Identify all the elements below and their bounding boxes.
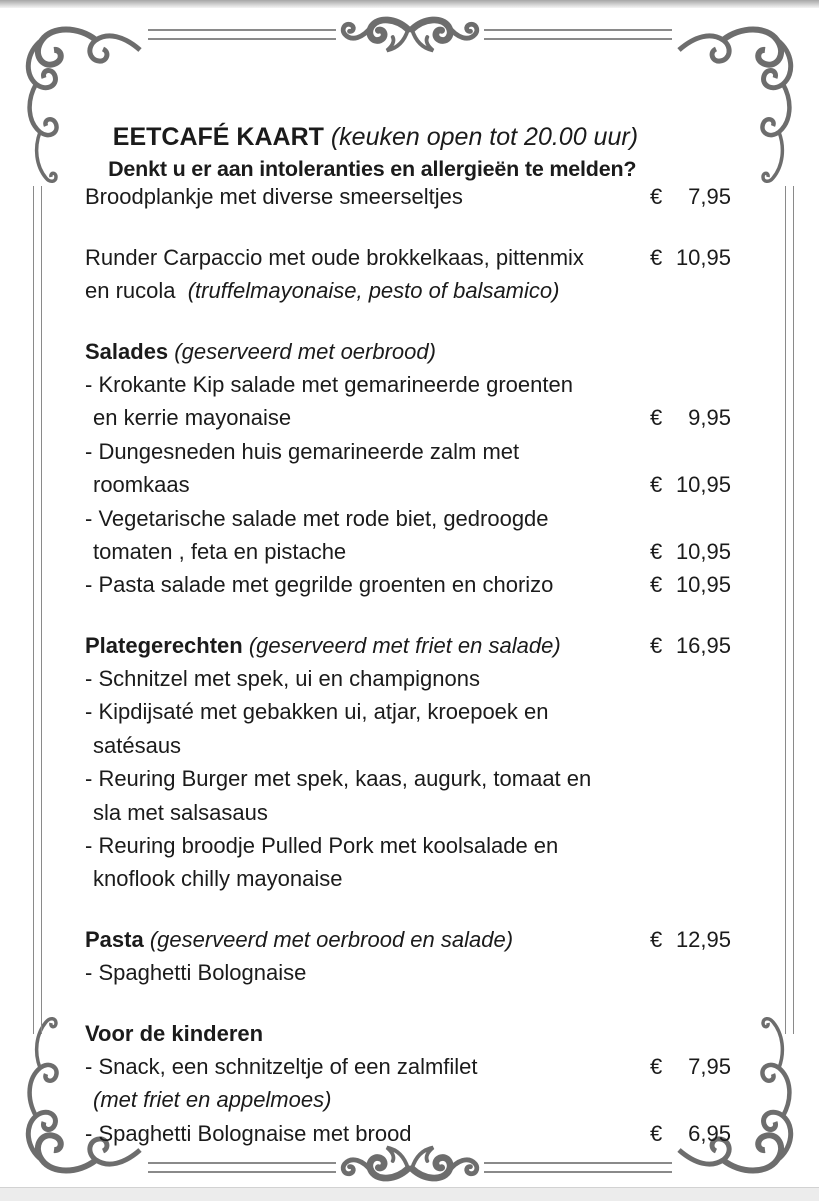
menu-line bbox=[85, 829, 745, 862]
right-border-line bbox=[785, 186, 794, 1034]
menu-title-note: (keuken open tot 20.00 uur) bbox=[330, 123, 639, 151]
menu-line-text: en rucola (truffelmayonaise, pesto of balsamico) bbox=[85, 278, 560, 304]
menu-line-text: Salades (geserveerd met oerbrood) bbox=[85, 338, 436, 364]
currency-symbol: € bbox=[650, 1053, 663, 1079]
scroll-ornament-top bbox=[338, 14, 482, 62]
price-value: 6,95 bbox=[688, 1120, 731, 1146]
menu-title-line bbox=[85, 86, 745, 151]
price-value: 10,95 bbox=[675, 472, 731, 498]
price-value: 7,95 bbox=[688, 1053, 731, 1079]
top-border-line-left bbox=[148, 29, 336, 40]
menu-line bbox=[85, 729, 745, 762]
price-value: 12,95 bbox=[675, 926, 731, 952]
menu-line-text: - Dungesneden huis gemarineerde zalm met bbox=[85, 438, 520, 464]
scan-edge-top bbox=[0, 0, 819, 8]
menu-line-text: - Snack, een schnitzeltje of een zalmfilet bbox=[85, 1053, 478, 1079]
menu-line bbox=[85, 923, 745, 956]
allergy-notice: Denkt u er aan intoleranties en allergieën te melden? bbox=[108, 157, 637, 182]
currency-symbol: € bbox=[650, 1120, 663, 1146]
menu-line-text: Broodplankje met diverse smeerseltjes bbox=[85, 184, 463, 210]
menu-line bbox=[85, 502, 745, 535]
price bbox=[650, 401, 731, 434]
currency-symbol: € bbox=[650, 184, 663, 210]
price-value: 10,95 bbox=[675, 538, 731, 564]
menu-title: EETCAFÉ KAART bbox=[112, 123, 331, 151]
menu-line-text: sla met salsasaus bbox=[93, 799, 268, 825]
price bbox=[650, 923, 731, 956]
currency-symbol: € bbox=[650, 632, 663, 658]
menu-line bbox=[85, 862, 745, 895]
price bbox=[650, 535, 731, 568]
menu-line bbox=[85, 629, 745, 662]
menu-line-text: (met friet en appelmoes) bbox=[93, 1087, 332, 1113]
menu-line bbox=[85, 762, 745, 795]
menu-line bbox=[85, 401, 745, 434]
menu-line-text: knoflook chilly mayonaise bbox=[93, 866, 343, 892]
menu-line-text: - Spaghetti Bolognaise met brood bbox=[85, 1120, 412, 1146]
menu-line-text: en kerrie mayonaise bbox=[93, 405, 292, 431]
menu-line-text: Voor de kinderen bbox=[85, 1020, 264, 1046]
price bbox=[650, 1117, 731, 1150]
menu-content bbox=[85, 86, 745, 1150]
price-value: 10,95 bbox=[675, 572, 731, 598]
bottom-border-line-left bbox=[148, 1162, 336, 1173]
currency-symbol: € bbox=[650, 572, 663, 598]
menu-line-text: Plategerechten (geserveerd met friet en salade) bbox=[85, 632, 561, 658]
menu-line bbox=[85, 1117, 745, 1150]
price-value: 7,95 bbox=[688, 184, 731, 210]
menu-lines bbox=[85, 180, 745, 1150]
price bbox=[650, 468, 731, 501]
currency-symbol: € bbox=[650, 472, 663, 498]
menu-line bbox=[85, 956, 745, 989]
left-border-line bbox=[33, 186, 42, 1034]
price bbox=[650, 241, 731, 274]
currency-symbol: € bbox=[650, 405, 663, 431]
menu-line-text: - Reuring Burger met spek, kaas, augurk, tomaat en bbox=[85, 766, 592, 792]
menu-line-text: - Pasta salade met gegrilde groenten en chorizo bbox=[85, 572, 554, 598]
bottom-border-line-right bbox=[484, 1162, 672, 1173]
currency-symbol: € bbox=[650, 926, 663, 952]
menu-line bbox=[85, 1017, 745, 1050]
menu-line bbox=[85, 435, 745, 468]
menu-line bbox=[85, 796, 745, 829]
price bbox=[650, 180, 731, 213]
menu-line-text: satésaus bbox=[93, 732, 182, 758]
menu-line-text: - Reuring broodje Pulled Pork met koolsalade en bbox=[85, 833, 559, 859]
menu-line bbox=[85, 1083, 745, 1116]
menu-line-text: - Schnitzel met spek, ui en champignons bbox=[85, 666, 480, 692]
menu-line bbox=[85, 274, 745, 307]
menu-line-text: - Vegetarische salade met rode biet, gedroogde bbox=[85, 505, 549, 531]
menu-line bbox=[85, 662, 745, 695]
menu-line bbox=[85, 368, 745, 401]
menu-line bbox=[85, 695, 745, 728]
menu-line-text: - Kipdijsaté met gebakken ui, atjar, kroepoek en bbox=[85, 699, 549, 725]
menu-line-text: tomaten , feta en pistache bbox=[93, 538, 347, 564]
currency-symbol: € bbox=[650, 538, 663, 564]
menu-line bbox=[85, 568, 745, 601]
menu-line bbox=[85, 468, 745, 501]
menu-line-text: - Spaghetti Bolognaise bbox=[85, 960, 307, 986]
price bbox=[650, 568, 731, 601]
price-value: 16,95 bbox=[675, 632, 731, 658]
menu-line bbox=[85, 335, 745, 368]
menu-line-text: roomkaas bbox=[93, 472, 190, 498]
price-value: 10,95 bbox=[675, 244, 731, 270]
menu-line-text: Runder Carpaccio met oude brokkelkaas, pittenmix bbox=[85, 244, 584, 270]
top-border-line-right bbox=[484, 29, 672, 40]
menu-line bbox=[85, 241, 745, 274]
menu-line-text: Pasta (geserveerd met oerbrood en salade) bbox=[85, 926, 514, 952]
menu-line bbox=[85, 535, 745, 568]
menu-line bbox=[85, 180, 745, 213]
menu-line bbox=[85, 1050, 745, 1083]
scan-edge-bottom bbox=[0, 1187, 819, 1201]
price-value: 9,95 bbox=[688, 405, 731, 431]
currency-symbol: € bbox=[650, 244, 663, 270]
menu-line-text: - Krokante Kip salade met gemarineerde groenten bbox=[85, 371, 573, 397]
price bbox=[650, 1050, 731, 1083]
price bbox=[650, 629, 731, 662]
